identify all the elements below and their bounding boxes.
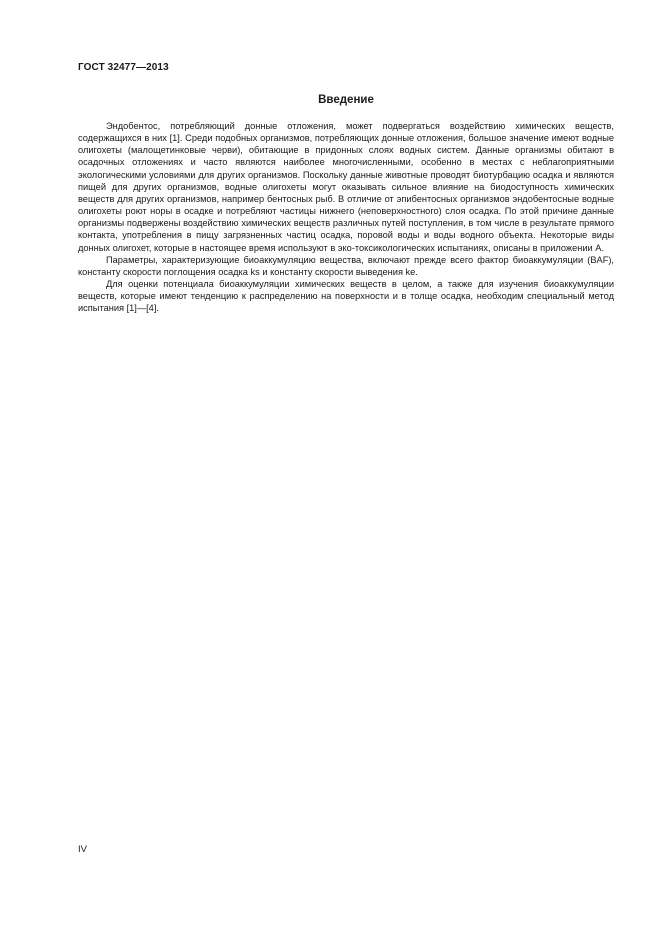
page-number: IV [78, 844, 87, 855]
paragraph-method: Для оценки потенциала биоаккумуляции химических веществ в целом, а также для изучения биоаккумуляции веществ, которые имеют тенденцию к распределению на поверхности и в толще осадка, необходим специальный метод испытания [1]—[4]. [78, 279, 614, 314]
paragraph-intro: Эндобентос, потребляющий донные отложения, может подвергаться воздействию химических веществ, содержащихся в них [1]. Среди подобных организмов, потребляющих донные отложения, большое значение имеют водные олигохеты (малощетинковые черви), обитающие в придонных слоях водных систем. Данные организмы обитают в осадочных отложениях и часто являются наиболее многочисленными, особенно в местах с неблагоприятными экологическими условиями для других организмов. Поскольку данные животные проводят биотурбацию осадка и являются пищей для других организмов, водные олигохеты могут оказывать сильное влияние на биодоступность химических веществ для других организмов, например бентосных рыб. В отличие от эпибентосных организмов эндобентосные водные олигохеты роют норы в осадке и потребляют частицы нижнего (неповерхностного) слоя осадка. По этой причине данные организмы подвержены воздействию химических веществ различных путей поступления, в том числе в результате прямого контакта, употребления в пищу загрязненных частиц осадка, поровой воды и воды водного объекта. Некоторые виды донных олигохет, которые в настоящее время используют в эко-токсикологических испытаниях, описаны в приложении А. [78, 121, 614, 253]
document-header-code: ГОСТ 32477—2013 [78, 62, 169, 73]
body-text [78, 120, 614, 315]
section-title: Введение [318, 94, 374, 106]
paragraph-parameters: Параметры, характеризующие биоаккумуляцию вещества, включают прежде всего фактор биоаккумуляции (BAF), константу скорости поглощения осадка ks и константу скорости выведения ke. [78, 254, 614, 277]
